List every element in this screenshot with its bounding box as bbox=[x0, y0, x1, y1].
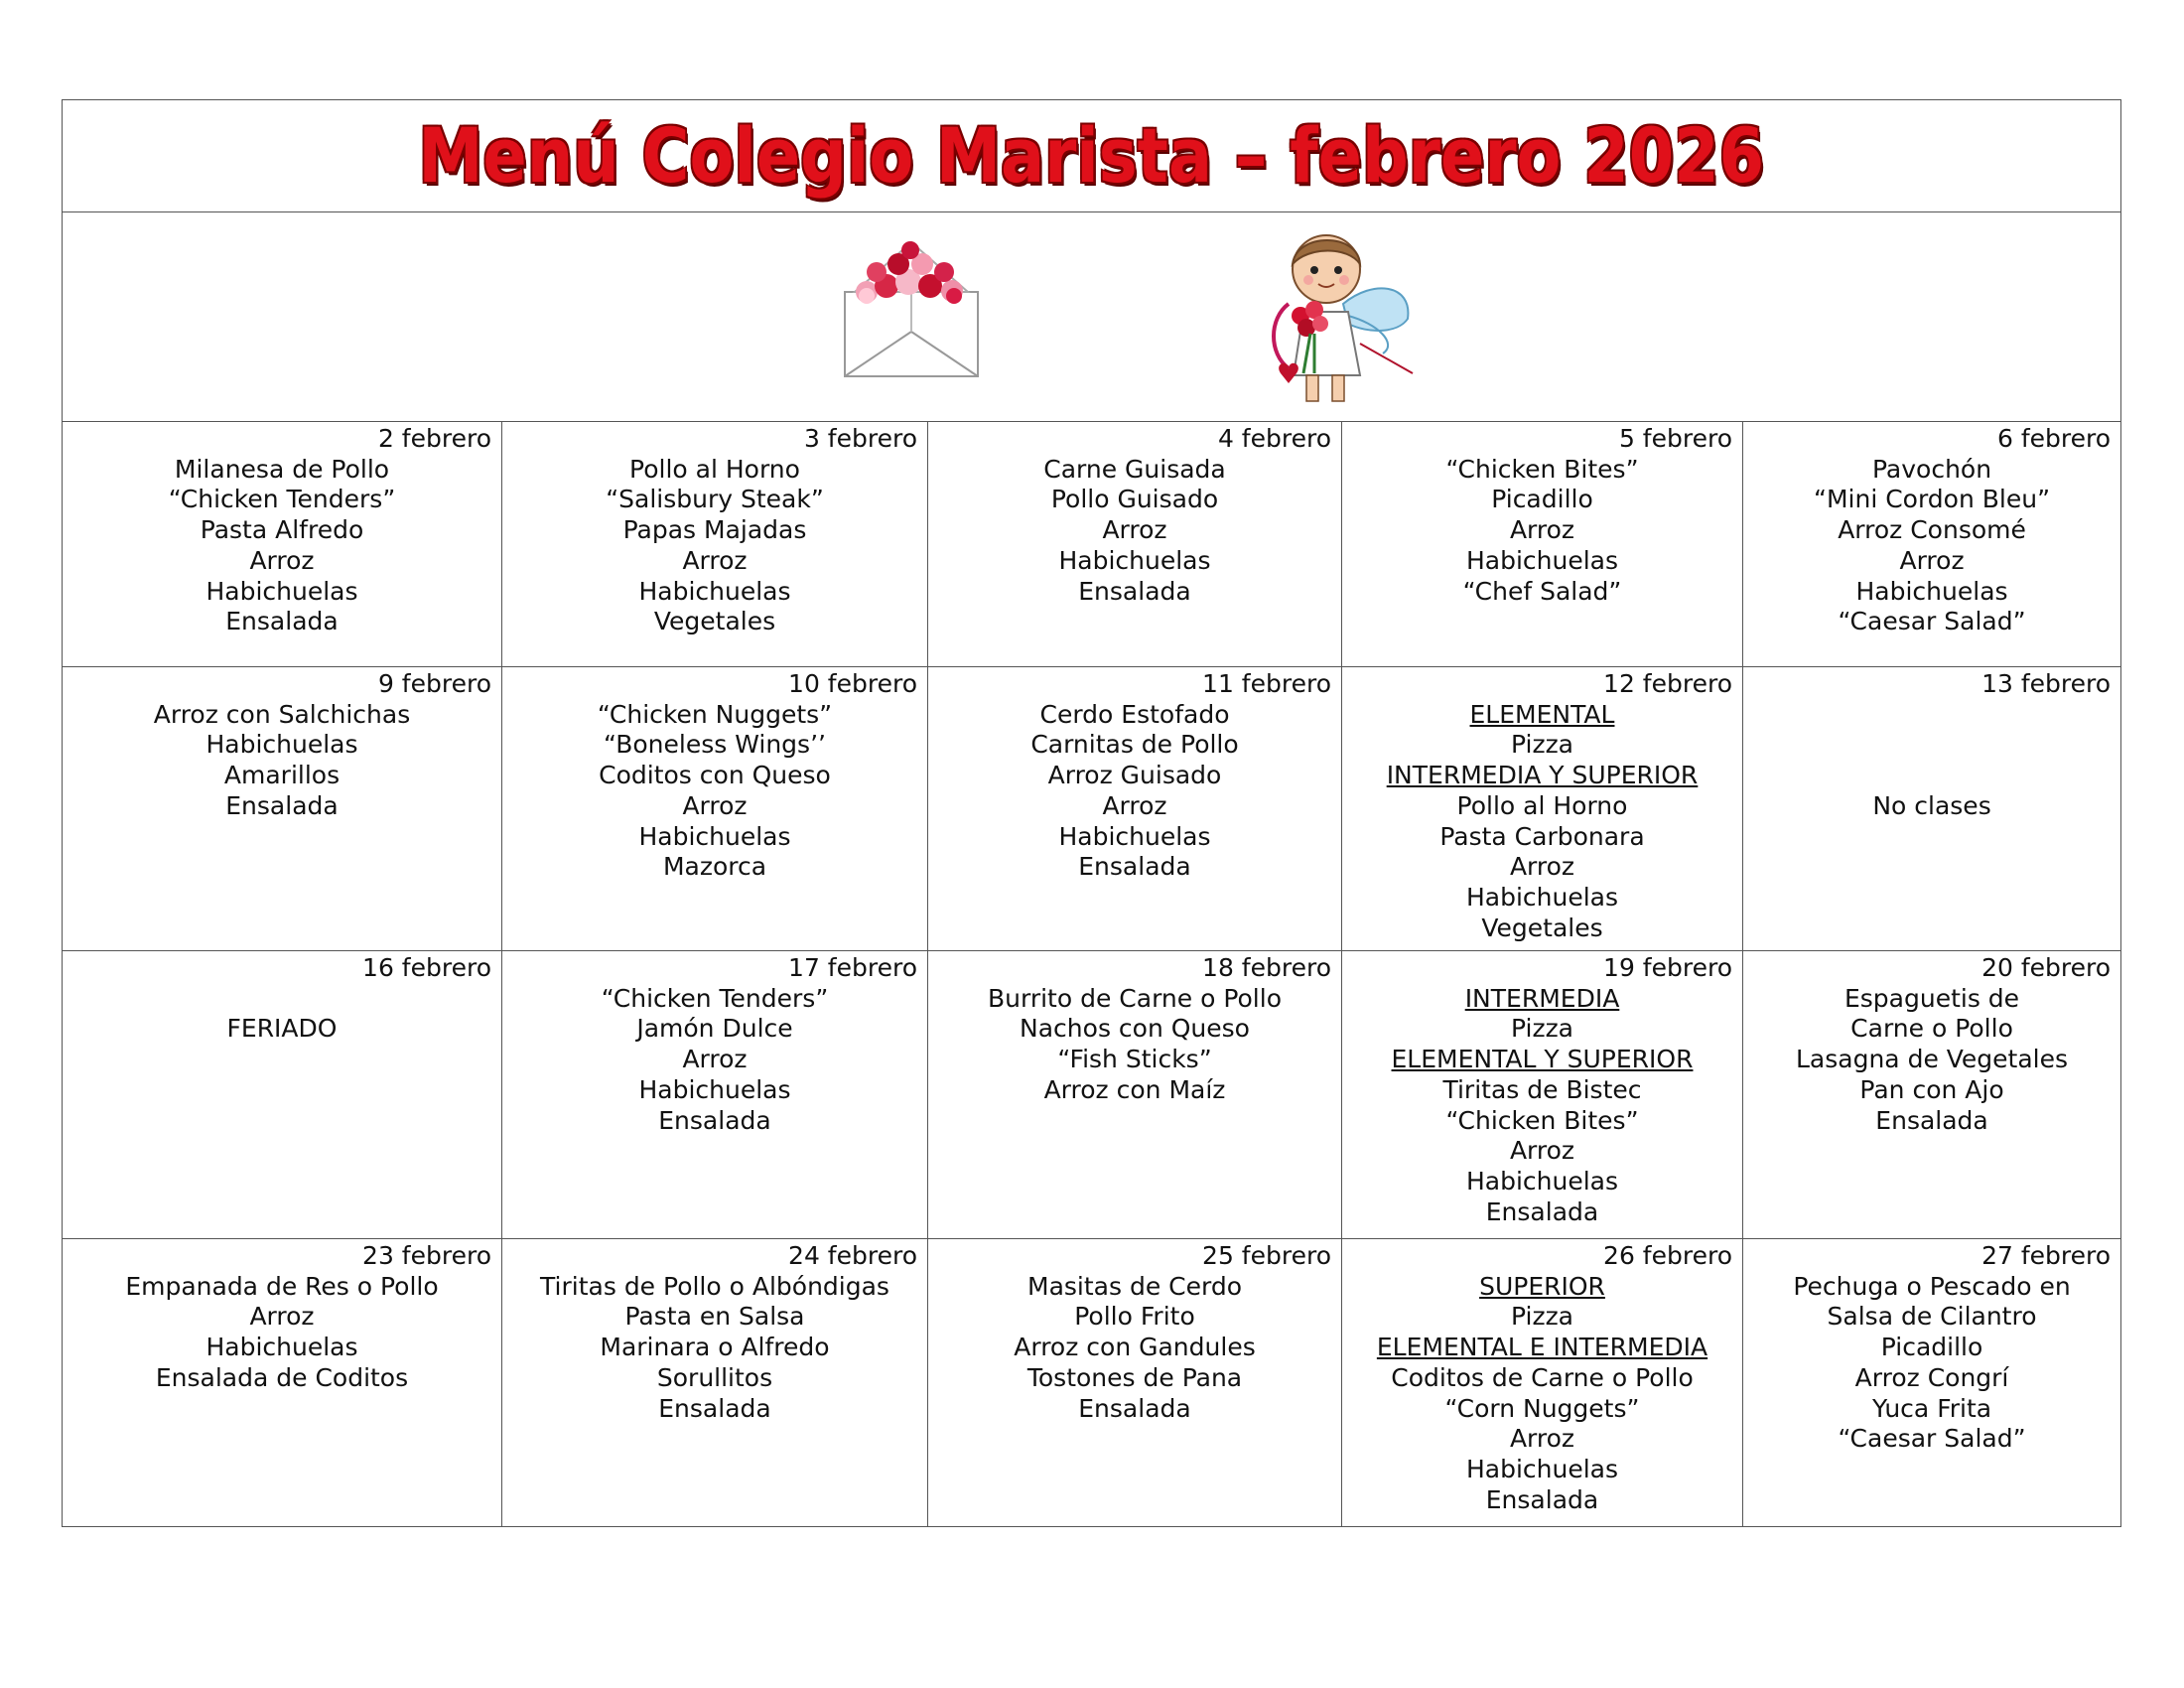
day-date: 26 febrero bbox=[1603, 1241, 1732, 1270]
grade-level-heading: ELEMENTAL bbox=[1469, 699, 1615, 729]
menu-item: “Salisbury Steak” bbox=[606, 485, 824, 514]
menu-item: Nachos con Queso bbox=[1020, 1014, 1250, 1044]
menu-item: Arroz Consomé bbox=[1838, 515, 2026, 545]
day-date: 3 febrero bbox=[803, 424, 917, 453]
menu-item: Ensalada bbox=[1485, 1196, 1599, 1226]
menu-item: Sorullitos bbox=[656, 1362, 773, 1392]
menu-item: Arroz con Maíz bbox=[1043, 1074, 1226, 1104]
menu-item: Habichuelas bbox=[638, 1074, 791, 1104]
menu-item: “Corn Nuggets” bbox=[1444, 1393, 1640, 1423]
menu-item: Ensalada bbox=[225, 607, 339, 636]
envelope-hearts-icon bbox=[837, 234, 986, 383]
day-date: 5 febrero bbox=[1618, 424, 1732, 453]
menu-item: Pollo al Horno bbox=[629, 454, 800, 484]
menu-item: Arroz bbox=[1102, 515, 1167, 545]
menu-item: Arroz bbox=[249, 1302, 315, 1332]
menu-item: “Chicken Nuggets” bbox=[597, 699, 833, 729]
day-date: 23 febrero bbox=[362, 1241, 491, 1270]
menu-item: Arroz con Salchichas bbox=[153, 699, 411, 729]
day-cell bbox=[928, 667, 1342, 951]
menu-item: Yuca Frita bbox=[1871, 1393, 1992, 1423]
menu-item: Lasagna de Vegetales bbox=[1796, 1045, 2069, 1074]
day-cell bbox=[63, 422, 502, 667]
day-cell bbox=[1342, 422, 1743, 667]
day-cell bbox=[63, 667, 502, 951]
grade-level-heading: ELEMENTAL E INTERMEDIA bbox=[1376, 1333, 1708, 1362]
day-cell bbox=[1342, 1239, 1743, 1527]
menu-item: “Caesar Salad” bbox=[1838, 607, 2026, 636]
menu-item: Pizza bbox=[1510, 1014, 1574, 1044]
menu-item: Habichuelas bbox=[205, 576, 358, 606]
menu-item: Carnitas de Pollo bbox=[1030, 730, 1239, 760]
day-date: 25 febrero bbox=[1202, 1241, 1331, 1270]
menu-item: “Chicken Bites” bbox=[1445, 454, 1639, 484]
menu-item: “Boneless Wings’’ bbox=[604, 730, 826, 760]
menu-item: Pan con Ajo bbox=[1859, 1074, 2004, 1104]
menu-item: Ensalada bbox=[1078, 852, 1191, 882]
menu-item: Arroz con Gandules bbox=[1014, 1333, 1256, 1362]
menu-item: Habichuelas bbox=[1465, 1166, 1619, 1196]
menu-item: Cerdo Estofado bbox=[1039, 699, 1230, 729]
menu-item: Masitas de Cerdo bbox=[1027, 1271, 1242, 1301]
menu-item: Pizza bbox=[1510, 730, 1574, 760]
menu-item: Habichuelas bbox=[1465, 882, 1619, 912]
grade-level-heading: SUPERIOR bbox=[1479, 1271, 1605, 1301]
menu-item: Pechuga o Pescado en bbox=[1793, 1271, 2071, 1301]
day-cell bbox=[502, 667, 928, 951]
menu-item: Ensalada bbox=[225, 790, 339, 820]
day-cell bbox=[1743, 422, 2121, 667]
day-cell bbox=[63, 951, 502, 1239]
menu-item: Habichuelas bbox=[1465, 1454, 1619, 1483]
day-cell bbox=[928, 422, 1342, 667]
menu-item: Arroz bbox=[1102, 790, 1167, 820]
day-date: 9 febrero bbox=[377, 669, 491, 698]
menu-item: “Chicken Bites” bbox=[1445, 1105, 1639, 1135]
menu-item: Tostones de Pana bbox=[1026, 1362, 1243, 1392]
menu-item: Arroz bbox=[682, 545, 748, 575]
menu-item: Arroz bbox=[1509, 1136, 1575, 1166]
day-date: 4 febrero bbox=[1217, 424, 1331, 453]
menu-item: Pizza bbox=[1510, 1302, 1574, 1332]
menu-item: Pasta en Salsa bbox=[624, 1302, 805, 1332]
day-date: 17 febrero bbox=[788, 953, 917, 982]
menu-item: “Chicken Tenders” bbox=[168, 485, 396, 514]
day-date: 12 febrero bbox=[1603, 669, 1732, 698]
day-cell bbox=[928, 1239, 1342, 1527]
menu-item: Amarillos bbox=[223, 761, 341, 790]
day-cell bbox=[1342, 667, 1743, 951]
day-date: 19 febrero bbox=[1603, 953, 1732, 982]
menu-item: Papas Majadas bbox=[622, 515, 807, 545]
menu-item: Picadillo bbox=[1880, 1333, 1983, 1362]
title-cell bbox=[63, 100, 2121, 212]
cupid-angel-icon bbox=[1249, 224, 1418, 413]
day-date: 18 febrero bbox=[1202, 953, 1331, 982]
menu-item: Arroz Congrí bbox=[1854, 1362, 2009, 1392]
menu-item: Ensalada bbox=[1078, 1393, 1191, 1423]
menu-item: Habichuelas bbox=[1465, 545, 1619, 575]
menu-item: Habichuelas bbox=[205, 730, 358, 760]
menu-item: Pollo Frito bbox=[1074, 1302, 1195, 1332]
menu-item: Tiritas de Pollo o Albóndigas bbox=[540, 1271, 889, 1301]
menu-item: Vegetales bbox=[1481, 913, 1603, 942]
day-cell bbox=[63, 1239, 502, 1527]
day-date: 10 febrero bbox=[788, 669, 917, 698]
grade-level-heading: INTERMEDIA bbox=[1464, 983, 1620, 1013]
menu-item: Ensalada de Coditos bbox=[155, 1362, 409, 1392]
menu-item: Arroz bbox=[1509, 852, 1575, 882]
menu-item: Carne o Pollo bbox=[1850, 1014, 2013, 1044]
menu-item: Pavochón bbox=[1871, 454, 1992, 484]
day-date: 24 febrero bbox=[788, 1241, 917, 1270]
menu-item: Habichuelas bbox=[1058, 821, 1211, 851]
illustration-cell bbox=[63, 212, 2121, 422]
day-date: 2 febrero bbox=[377, 424, 491, 453]
menu-item: Arroz bbox=[1509, 1424, 1575, 1454]
day-date: 20 febrero bbox=[1981, 953, 2112, 982]
day-cell bbox=[502, 1239, 928, 1527]
menu-item: Ensalada bbox=[658, 1393, 771, 1423]
page-title: Menú Colegio Marista – febrero 2026 bbox=[418, 111, 1765, 200]
menu-item: Ensalada bbox=[1485, 1484, 1599, 1514]
grade-level-heading: ELEMENTAL Y SUPERIOR bbox=[1391, 1045, 1694, 1074]
menu-item: “Caesar Salad” bbox=[1838, 1424, 2026, 1454]
menu-item: Arroz bbox=[682, 790, 748, 820]
day-cell bbox=[1743, 667, 2121, 951]
menu-item: Burrito de Carne o Pollo bbox=[988, 983, 1282, 1013]
menu-item: Milanesa de Pollo bbox=[174, 454, 390, 484]
day-cell bbox=[1743, 1239, 2121, 1527]
menu-item: Ensalada bbox=[1078, 576, 1191, 606]
day-date: 11 febrero bbox=[1202, 669, 1331, 698]
menu-item: Pasta Carbonara bbox=[1439, 821, 1645, 851]
menu-item: Habichuelas bbox=[638, 576, 791, 606]
menu-item: Habichuelas bbox=[205, 1333, 358, 1362]
menu-item: Jamón Dulce bbox=[636, 1014, 793, 1044]
menu-item: Carne Guisada bbox=[1043, 454, 1226, 484]
menu-item: Salsa de Cilantro bbox=[1827, 1302, 2037, 1332]
day-date: 6 febrero bbox=[1997, 424, 2112, 453]
menu-item: Espaguetis de bbox=[1843, 983, 2020, 1013]
menu-item: Mazorca bbox=[662, 852, 767, 882]
day-cell bbox=[928, 951, 1342, 1239]
menu-item: Tiritas de Bistec bbox=[1442, 1074, 1642, 1104]
menu-item: “Fish Sticks” bbox=[1057, 1045, 1212, 1074]
menu-item: Pasta Alfredo bbox=[200, 515, 364, 545]
day-cell bbox=[502, 422, 928, 667]
menu-item: Arroz bbox=[1509, 515, 1575, 545]
day-cell bbox=[1743, 951, 2121, 1239]
menu-item: Marinara o Alfredo bbox=[600, 1333, 830, 1362]
menu-item: “Chef Salad” bbox=[1462, 576, 1622, 606]
menu-item: Pollo Guisado bbox=[1050, 485, 1219, 514]
menu-item: Coditos con Queso bbox=[599, 761, 831, 790]
menu-item: Picadillo bbox=[1491, 485, 1593, 514]
day-date: 13 febrero bbox=[1981, 669, 2112, 698]
day-date: 16 febrero bbox=[362, 953, 491, 982]
menu-item: Habichuelas bbox=[1855, 576, 2008, 606]
menu-item: Empanada de Res o Pollo bbox=[125, 1271, 439, 1301]
menu-item: No clases bbox=[1872, 790, 1991, 820]
day-cell bbox=[1342, 951, 1743, 1239]
menu-sheet bbox=[62, 99, 2120, 1527]
menu-item: “Chicken Tenders” bbox=[601, 983, 829, 1013]
menu-item: Arroz bbox=[1899, 545, 1965, 575]
menu-item: FERIADO bbox=[226, 1014, 338, 1044]
day-date: 27 febrero bbox=[1981, 1241, 2112, 1270]
menu-item: Arroz Guisado bbox=[1047, 761, 1222, 790]
menu-item: Ensalada bbox=[1875, 1105, 1988, 1135]
menu-item: Habichuelas bbox=[1058, 545, 1211, 575]
menu-item: Arroz bbox=[682, 1045, 748, 1074]
menu-item: Vegetales bbox=[653, 607, 776, 636]
menu-item: Pollo al Horno bbox=[1456, 790, 1628, 820]
menu-item: Habichuelas bbox=[638, 821, 791, 851]
menu-item: Ensalada bbox=[658, 1105, 771, 1135]
menu-item: “Mini Cordon Bleu” bbox=[1814, 485, 2051, 514]
menu-item: Arroz bbox=[249, 545, 315, 575]
menu-item: Coditos de Carne o Pollo bbox=[1391, 1362, 1694, 1392]
menu-table bbox=[62, 99, 2121, 1527]
grade-level-heading: INTERMEDIA Y SUPERIOR bbox=[1386, 761, 1699, 790]
day-cell bbox=[502, 951, 928, 1239]
